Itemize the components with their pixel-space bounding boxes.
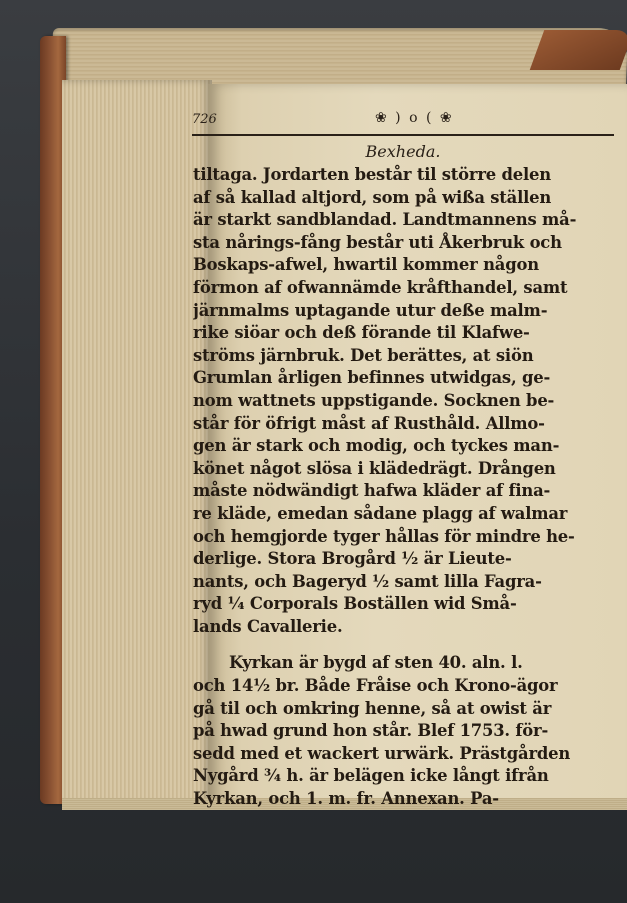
text-line: sta nårings-fång består uti Åkerbruk och [193,232,562,252]
text-line: är starkt sandblandad. Landtmannens må- [193,210,577,230]
text-line: Kyrkan, och 1. m. fr. Annexan. Pa- [193,789,499,809]
book-cover-corner [530,30,627,70]
text-line: på hwad grund hon står. Blef 1753. för- [193,721,549,741]
text-line: re kläde, emedan sådane plagg af walmar [193,503,568,523]
text-line: könet något slösa i klädedrägt. Drången [193,458,556,478]
header-rule [192,134,614,136]
text-line: förmon af ofwannämde kråfthandel, samt [193,277,568,297]
text-line: Grumlan årligen befinnes utwidgas, ge- [193,368,551,388]
text-line: af så kallad altjord, som på wißa ställen [193,187,552,207]
running-title: Bexheda. [365,142,441,161]
text-line: och hemgjorde tyger hållas för mindre he- [193,526,575,546]
text-line: lands Cavallerie. [193,616,343,636]
text-line: och 14½ br. Både Fråise och Krono-ägor [193,676,558,696]
text-line: tiltaga. Jordarten består til större delen [193,165,551,184]
header-ornament: ❀ ) o ( ❀ [375,110,454,126]
text-line: gå til och omkring henne, så at owist är [193,698,552,718]
text-line: ströms järnbruk. Det berättes, at siön [193,345,534,365]
book-page-edges [62,80,212,806]
paragraph-gap [193,638,613,652]
text-line: sedd med et wackert urwärk. Prästgården [193,743,571,763]
text-line: rike siöar och deß förande til Klafwe- [193,323,530,343]
text-line: Kyrkan är bygd af sten 40. aln. l. [229,653,523,673]
page-number: 726 [192,112,217,127]
text-line: nom wattnets uppstigande. Socknen be- [193,390,555,410]
page-header [192,108,614,138]
text-line: står för öfrigt måst af Rusthåld. Allmo- [193,413,545,433]
text-line: gen är stark och modig, och tyckes man- [193,436,560,456]
text-line: nants, och Bageryd ½ samt lilla Fagra- [193,571,542,591]
text-line: derlige. Stora Brogård ½ är Lieute- [193,549,512,569]
text-line: järnmalms uptagande utur deße malm- [193,300,548,320]
text-line: ryd ¼ Corporals Boställen wid Små- [193,594,517,614]
text-line: Nygård ¾ h. är belägen icke långt ifrån [193,766,549,786]
text-line: måste nödwändigt hafwa kläder af fina- [193,481,551,501]
text-line: Boskaps-afwel, hwartil kommer någon [193,255,539,275]
page-body [193,164,613,811]
